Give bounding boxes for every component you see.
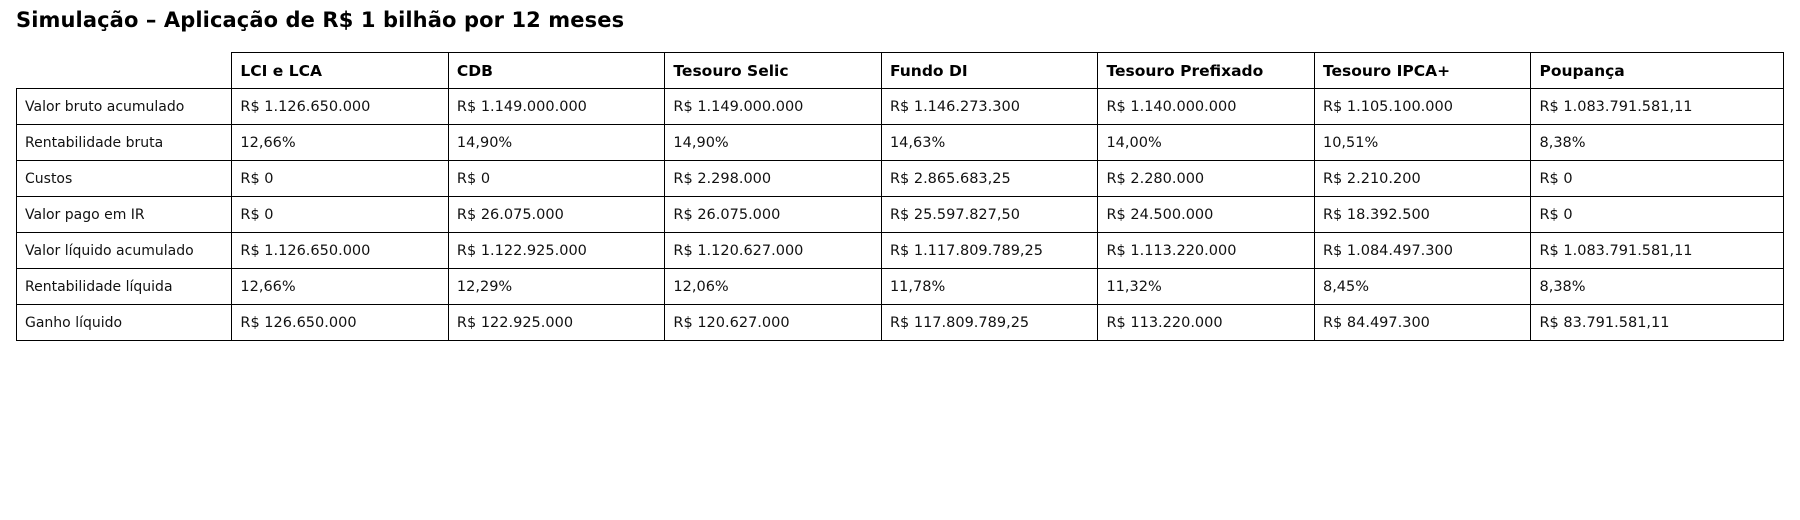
table-cell: R$ 1.117.809.789,25 (881, 233, 1098, 269)
row-label-rentabilidade-bruta: Rentabilidade bruta (17, 125, 232, 161)
table-cell: 11,32% (1098, 269, 1315, 305)
table-cell: R$ 26.075.000 (448, 197, 665, 233)
column-header-tesouro-prefixado: Tesouro Prefixado (1098, 53, 1315, 89)
table-row (17, 125, 1784, 161)
table-row (17, 161, 1784, 197)
table-cell: R$ 0 (232, 197, 449, 233)
table-cell: 11,78% (881, 269, 1098, 305)
row-label-valor-liquido-acumulado: Valor líquido acumulado (17, 233, 232, 269)
table-header (17, 53, 1784, 89)
row-label-custos: Custos (17, 161, 232, 197)
table-cell: R$ 26.075.000 (665, 197, 882, 233)
table-cell: 12,66% (232, 269, 449, 305)
table-cell: R$ 2.280.000 (1098, 161, 1315, 197)
row-label-valor-bruto-acumulado: Valor bruto acumulado (17, 89, 232, 125)
table-cell: R$ 1.083.791.581,11 (1531, 89, 1784, 125)
table-row (17, 197, 1784, 233)
page-title: Simulação – Aplicação de R$ 1 bilhão por 12 meses (16, 8, 625, 32)
table-cell: R$ 1.149.000.000 (448, 89, 665, 125)
table-cell: R$ 1.084.497.300 (1314, 233, 1531, 269)
table-cell: R$ 84.497.300 (1314, 305, 1531, 341)
table-cell: 14,00% (1098, 125, 1315, 161)
table-cell: R$ 83.791.581,11 (1531, 305, 1784, 341)
table-cell: 14,90% (448, 125, 665, 161)
table-cell: 12,06% (665, 269, 882, 305)
table-header-row (17, 53, 1784, 89)
table-cell: R$ 120.627.000 (665, 305, 882, 341)
table-cell: R$ 1.146.273.300 (881, 89, 1098, 125)
table-cell: R$ 0 (1531, 197, 1784, 233)
table-cell: 14,63% (881, 125, 1098, 161)
column-header-fundo-di: Fundo DI (881, 53, 1098, 89)
table-corner-header (17, 53, 232, 89)
table-cell: 12,66% (232, 125, 449, 161)
table-cell: R$ 0 (448, 161, 665, 197)
row-label-rentabilidade-liquida: Rentabilidade líquida (17, 269, 232, 305)
simulation-table (16, 52, 1784, 341)
table-cell: R$ 1.126.650.000 (232, 233, 449, 269)
table-cell: R$ 117.809.789,25 (881, 305, 1098, 341)
table-row (17, 305, 1784, 341)
row-label-valor-pago-em-ir: Valor pago em IR (17, 197, 232, 233)
table-cell: 8,38% (1531, 125, 1784, 161)
table-cell: R$ 1.149.000.000 (665, 89, 882, 125)
table-body (17, 89, 1784, 341)
table-cell: R$ 122.925.000 (448, 305, 665, 341)
table-row (17, 89, 1784, 125)
table-cell: R$ 1.120.627.000 (665, 233, 882, 269)
table-cell: 10,51% (1314, 125, 1531, 161)
table-cell: R$ 1.140.000.000 (1098, 89, 1315, 125)
column-header-tesouro-selic: Tesouro Selic (665, 53, 882, 89)
table-row (17, 233, 1784, 269)
table-cell: R$ 1.105.100.000 (1314, 89, 1531, 125)
table-cell: R$ 25.597.827,50 (881, 197, 1098, 233)
table-cell: R$ 1.126.650.000 (232, 89, 449, 125)
table-cell: 12,29% (448, 269, 665, 305)
column-header-cdb: CDB (448, 53, 665, 89)
table-cell: 8,45% (1314, 269, 1531, 305)
table-cell: R$ 1.122.925.000 (448, 233, 665, 269)
table-cell: R$ 1.083.791.581,11 (1531, 233, 1784, 269)
table-cell: R$ 2.298.000 (665, 161, 882, 197)
table-cell: R$ 126.650.000 (232, 305, 449, 341)
column-header-lci-e-lca: LCI e LCA (232, 53, 449, 89)
simulation-table-container (16, 52, 1784, 341)
row-label-ganho-liquido: Ganho líquido (17, 305, 232, 341)
table-cell: R$ 1.113.220.000 (1098, 233, 1315, 269)
column-header-poupanca: Poupança (1531, 53, 1784, 89)
table-cell: R$ 0 (232, 161, 449, 197)
table-cell: R$ 2.865.683,25 (881, 161, 1098, 197)
table-cell: R$ 0 (1531, 161, 1784, 197)
table-cell: R$ 2.210.200 (1314, 161, 1531, 197)
table-cell: 14,90% (665, 125, 882, 161)
table-cell: 8,38% (1531, 269, 1784, 305)
column-header-tesouro-ipca: Tesouro IPCA+ (1314, 53, 1531, 89)
table-cell: R$ 24.500.000 (1098, 197, 1315, 233)
table-cell: R$ 113.220.000 (1098, 305, 1315, 341)
table-cell: R$ 18.392.500 (1314, 197, 1531, 233)
table-row (17, 269, 1784, 305)
